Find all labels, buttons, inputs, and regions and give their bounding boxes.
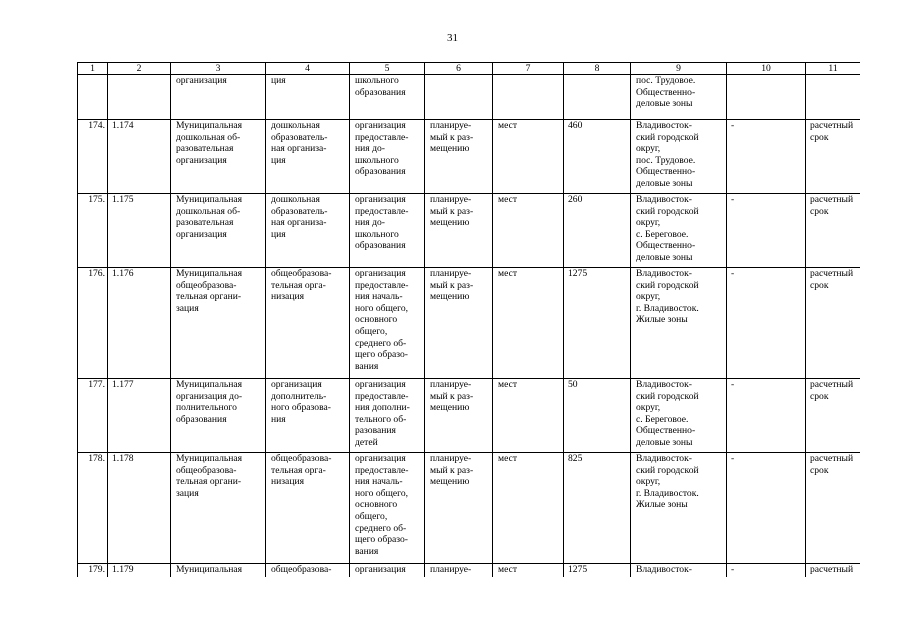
cell-line: организация <box>271 379 322 390</box>
object-type-cell <box>266 268 350 379</box>
cell-line: расчетный <box>810 453 854 464</box>
object-name-cell <box>171 379 266 453</box>
column-number: 9 <box>631 63 727 75</box>
cell-line: Жилые зоны <box>636 314 688 326</box>
term-cell <box>806 379 861 453</box>
location-cell <box>631 268 727 379</box>
status-cell <box>425 564 493 578</box>
code-cell: 1.177 <box>108 379 171 453</box>
table-row <box>78 75 861 120</box>
object-type-cell <box>266 75 350 120</box>
cell-line: округ, <box>636 143 661 155</box>
cell-line: дополнитель- <box>271 390 327 402</box>
term-cell <box>806 268 861 379</box>
objects-table <box>77 62 860 577</box>
location-cell <box>631 564 727 578</box>
note-cell: - <box>727 453 806 564</box>
code-cell: 1.178 <box>108 453 171 564</box>
cell-line: расчетный <box>810 268 854 279</box>
object-purpose-cell <box>350 194 425 268</box>
cell-line: ная организа- <box>271 143 327 155</box>
cell-line: планируе- <box>430 453 472 464</box>
cell-line: щего образо- <box>355 534 408 546</box>
cell-line: дошкольная об- <box>176 205 241 217</box>
document-table-viewport <box>77 62 860 577</box>
cell-line: Общественно- <box>636 425 696 437</box>
cell-line: мещению <box>430 476 470 488</box>
cell-line: планируе- <box>430 379 472 390</box>
cell-line: планируе- <box>430 268 472 279</box>
table-row <box>78 564 861 578</box>
cell-line: Владивосток- <box>636 194 692 205</box>
cell-line: организация <box>176 228 227 240</box>
cell-line: ский городской <box>636 131 699 143</box>
cell-line: образователь- <box>271 205 328 217</box>
cell-line: пос. Трудовое. <box>636 75 696 86</box>
unit-cell: мест <box>493 564 564 578</box>
unit-cell: мест <box>493 453 564 564</box>
cell-line: ния <box>271 413 286 425</box>
cell-line: Владивосток- <box>636 379 692 390</box>
location-cell <box>631 75 727 120</box>
object-type-cell <box>266 564 350 578</box>
cell-line: ский городской <box>636 205 699 217</box>
column-number: 5 <box>350 63 425 75</box>
object-name-cell <box>171 453 266 564</box>
code-cell: 1.179 <box>108 564 171 578</box>
column-number: 11 <box>806 63 861 75</box>
cell-line: разовательная <box>176 217 234 229</box>
status-cell <box>425 379 493 453</box>
column-number: 2 <box>108 63 171 75</box>
cell-line: срок <box>810 131 829 143</box>
cell-line: ский городской <box>636 464 699 476</box>
object-type-cell <box>266 194 350 268</box>
status-cell <box>425 453 493 564</box>
cell-line: зация <box>176 487 199 499</box>
location-cell <box>631 120 727 194</box>
capacity-cell: 1275 <box>564 268 631 379</box>
cell-line: Жилые зоны <box>636 499 688 511</box>
cell-line: Муниципальная <box>176 453 243 464</box>
column-number: 3 <box>171 63 266 75</box>
cell-line: разования <box>355 425 396 437</box>
cell-line: среднего об- <box>355 337 407 349</box>
cell-line: ский городской <box>636 279 699 291</box>
cell-line: Общественно- <box>636 166 696 178</box>
cell-line: предоставле- <box>355 464 409 476</box>
page-number: 31 <box>447 32 458 44</box>
note-cell: - <box>727 194 806 268</box>
location-cell <box>631 194 727 268</box>
status-cell <box>425 268 493 379</box>
cell-line: тельная органи- <box>176 476 242 488</box>
term-cell <box>806 194 861 268</box>
cell-line: Муниципальная <box>176 120 243 131</box>
capacity-cell <box>564 75 631 120</box>
cell-line: мещению <box>430 143 470 155</box>
cell-line: мый к раз- <box>430 131 474 143</box>
cell-line: Владивосток- <box>636 453 692 464</box>
cell-line: мый к раз- <box>430 279 474 291</box>
cell-line: дошкольная <box>271 194 320 205</box>
cell-line: детей <box>355 436 378 448</box>
note-cell: - <box>727 564 806 578</box>
row-number-cell: 178. <box>78 453 108 564</box>
cell-line: дошкольная <box>271 120 320 131</box>
object-name-cell <box>171 120 266 194</box>
note-cell <box>727 75 806 120</box>
object-type-cell <box>266 453 350 564</box>
cell-line: ного образова- <box>271 402 331 414</box>
cell-line: Муниципальная <box>176 564 243 575</box>
cell-line: предоставле- <box>355 131 409 143</box>
cell-line: округ, <box>636 217 661 229</box>
cell-line: Муниципальная <box>176 268 243 279</box>
cell-line: образования <box>355 86 406 98</box>
cell-line: планируе- <box>430 194 472 205</box>
cell-line: ния началь- <box>355 476 403 488</box>
cell-line: тельная орга- <box>271 464 326 476</box>
cell-line: образования <box>355 166 406 178</box>
table-body <box>78 75 861 578</box>
cell-line: тельного об- <box>355 413 407 425</box>
cell-line: ция <box>271 228 286 240</box>
term-cell <box>806 564 861 578</box>
cell-line: ния началь- <box>355 291 403 303</box>
cell-line: ния до- <box>355 217 385 229</box>
table-row <box>78 379 861 453</box>
term-cell <box>806 120 861 194</box>
cell-line: вания <box>355 360 379 372</box>
cell-line: ский городской <box>636 390 699 402</box>
row-number-cell <box>78 75 108 120</box>
cell-line: мещению <box>430 291 470 303</box>
cell-line: срок <box>810 390 829 402</box>
object-name-cell <box>171 75 266 120</box>
cell-line: Муниципальная <box>176 379 243 390</box>
object-purpose-cell <box>350 120 425 194</box>
cell-line: низация <box>271 476 304 488</box>
object-name-cell <box>171 194 266 268</box>
cell-line: деловые зоны <box>636 251 693 263</box>
cell-line: Владивосток- <box>636 268 692 279</box>
cell-line: общеобразова- <box>271 564 332 575</box>
cell-line: общеобразова- <box>176 279 237 291</box>
code-cell <box>108 75 171 120</box>
status-cell <box>425 75 493 120</box>
capacity-cell: 460 <box>564 120 631 194</box>
note-cell: - <box>727 379 806 453</box>
cell-line: организация <box>355 120 406 131</box>
cell-line: зация <box>176 302 199 314</box>
cell-line: Муниципальная <box>176 194 243 205</box>
location-cell <box>631 453 727 564</box>
cell-line: тельная орга- <box>271 279 326 291</box>
cell-line: основного <box>355 314 398 326</box>
cell-line: организация <box>355 453 406 464</box>
object-purpose-cell <box>350 268 425 379</box>
cell-line: с. Береговое. <box>636 413 689 425</box>
cell-line: срок <box>810 464 829 476</box>
cell-line: ция <box>271 154 286 166</box>
object-type-cell <box>266 379 350 453</box>
cell-line: полнительного <box>176 402 237 414</box>
column-number: 1 <box>78 63 108 75</box>
cell-line: школьного <box>355 154 399 166</box>
capacity-cell: 1275 <box>564 564 631 578</box>
code-cell: 1.176 <box>108 268 171 379</box>
cell-line: общеобразова- <box>271 453 332 464</box>
table-row <box>78 120 861 194</box>
row-number-cell: 175. <box>78 194 108 268</box>
cell-line: организация до- <box>176 390 243 402</box>
column-number: 8 <box>564 63 631 75</box>
object-purpose-cell <box>350 453 425 564</box>
cell-line: общеобразова- <box>176 464 237 476</box>
cell-line: организация <box>176 75 227 86</box>
unit-cell <box>493 75 564 120</box>
code-cell: 1.174 <box>108 120 171 194</box>
cell-line: срок <box>810 205 829 217</box>
object-type-cell <box>266 120 350 194</box>
column-number: 4 <box>266 63 350 75</box>
cell-line: мый к раз- <box>430 205 474 217</box>
cell-line: среднего об- <box>355 522 407 534</box>
cell-line: предоставле- <box>355 205 409 217</box>
note-cell: - <box>727 120 806 194</box>
cell-line: предоставле- <box>355 390 409 402</box>
status-cell <box>425 194 493 268</box>
cell-line: организация <box>355 268 406 279</box>
cell-line: Владивосток- <box>636 120 692 131</box>
code-cell: 1.175 <box>108 194 171 268</box>
column-number: 7 <box>493 63 564 75</box>
cell-line: расчетный <box>810 564 854 575</box>
cell-line: расчетный <box>810 194 854 205</box>
status-cell <box>425 120 493 194</box>
cell-line: мый к раз- <box>430 390 474 402</box>
cell-line: предоставле- <box>355 279 409 291</box>
column-number-row <box>78 63 861 75</box>
cell-line: ного общего, <box>355 302 409 314</box>
cell-line: общего, <box>355 325 388 337</box>
cell-line: организация <box>355 564 406 575</box>
capacity-cell: 825 <box>564 453 631 564</box>
cell-line: школьного <box>355 228 399 240</box>
cell-line: общего, <box>355 510 388 522</box>
cell-line: с. Береговое. <box>636 228 689 240</box>
unit-cell: мест <box>493 268 564 379</box>
cell-line: ция <box>271 75 286 86</box>
table-row <box>78 194 861 268</box>
cell-line: организация <box>176 154 227 166</box>
cell-line: планируе- <box>430 564 472 575</box>
location-cell <box>631 379 727 453</box>
cell-line: округ, <box>636 291 661 303</box>
note-cell: - <box>727 268 806 379</box>
cell-line: г. Владивосток. <box>636 302 699 314</box>
cell-line: образования <box>176 413 227 425</box>
cell-line: основного <box>355 499 398 511</box>
cell-line: вания <box>355 545 379 557</box>
cell-line: Владивосток- <box>636 564 692 575</box>
cell-line: деловые зоны <box>636 177 693 189</box>
cell-line: деловые зоны <box>636 98 693 110</box>
row-number-cell: 174. <box>78 120 108 194</box>
cell-line: ная организа- <box>271 217 327 229</box>
cell-line: деловые зоны <box>636 436 693 448</box>
object-purpose-cell <box>350 75 425 120</box>
cell-line: образования <box>355 240 406 252</box>
term-cell <box>806 453 861 564</box>
cell-line: ного общего, <box>355 487 409 499</box>
cell-line: округ, <box>636 402 661 414</box>
cell-line: мещению <box>430 402 470 414</box>
object-name-cell <box>171 268 266 379</box>
cell-line: Общественно- <box>636 86 696 98</box>
cell-line: организация <box>355 194 406 205</box>
table-row <box>78 453 861 564</box>
cell-line: низация <box>271 291 304 303</box>
cell-line: школьного <box>355 75 399 86</box>
object-name-cell <box>171 564 266 578</box>
cell-line: дошкольная об- <box>176 131 241 143</box>
unit-cell: мест <box>493 379 564 453</box>
unit-cell: мест <box>493 120 564 194</box>
capacity-cell: 260 <box>564 194 631 268</box>
cell-line: расчетный <box>810 379 854 390</box>
cell-line: г. Владивосток. <box>636 487 699 499</box>
object-purpose-cell <box>350 379 425 453</box>
cell-line: срок <box>810 279 829 291</box>
column-number: 10 <box>727 63 806 75</box>
cell-line: ния дополни- <box>355 402 410 414</box>
row-number-cell: 177. <box>78 379 108 453</box>
column-number: 6 <box>425 63 493 75</box>
cell-line: расчетный <box>810 120 854 131</box>
row-number-cell: 176. <box>78 268 108 379</box>
object-purpose-cell <box>350 564 425 578</box>
cell-line: образователь- <box>271 131 328 143</box>
capacity-cell: 50 <box>564 379 631 453</box>
cell-line: щего образо- <box>355 349 408 361</box>
cell-line: организация <box>355 379 406 390</box>
cell-line: округ, <box>636 476 661 488</box>
unit-cell: мест <box>493 194 564 268</box>
table-row <box>78 268 861 379</box>
cell-line: пос. Трудовое. <box>636 154 696 166</box>
cell-line: тельная органи- <box>176 291 242 303</box>
cell-line: ния до- <box>355 143 385 155</box>
row-number-cell: 179. <box>78 564 108 578</box>
term-cell <box>806 75 861 120</box>
cell-line: планируе- <box>430 120 472 131</box>
cell-line: мещению <box>430 217 470 229</box>
cell-line: Общественно- <box>636 240 696 252</box>
cell-line: мый к раз- <box>430 464 474 476</box>
cell-line: общеобразова- <box>271 268 332 279</box>
cell-line: разовательная <box>176 143 234 155</box>
